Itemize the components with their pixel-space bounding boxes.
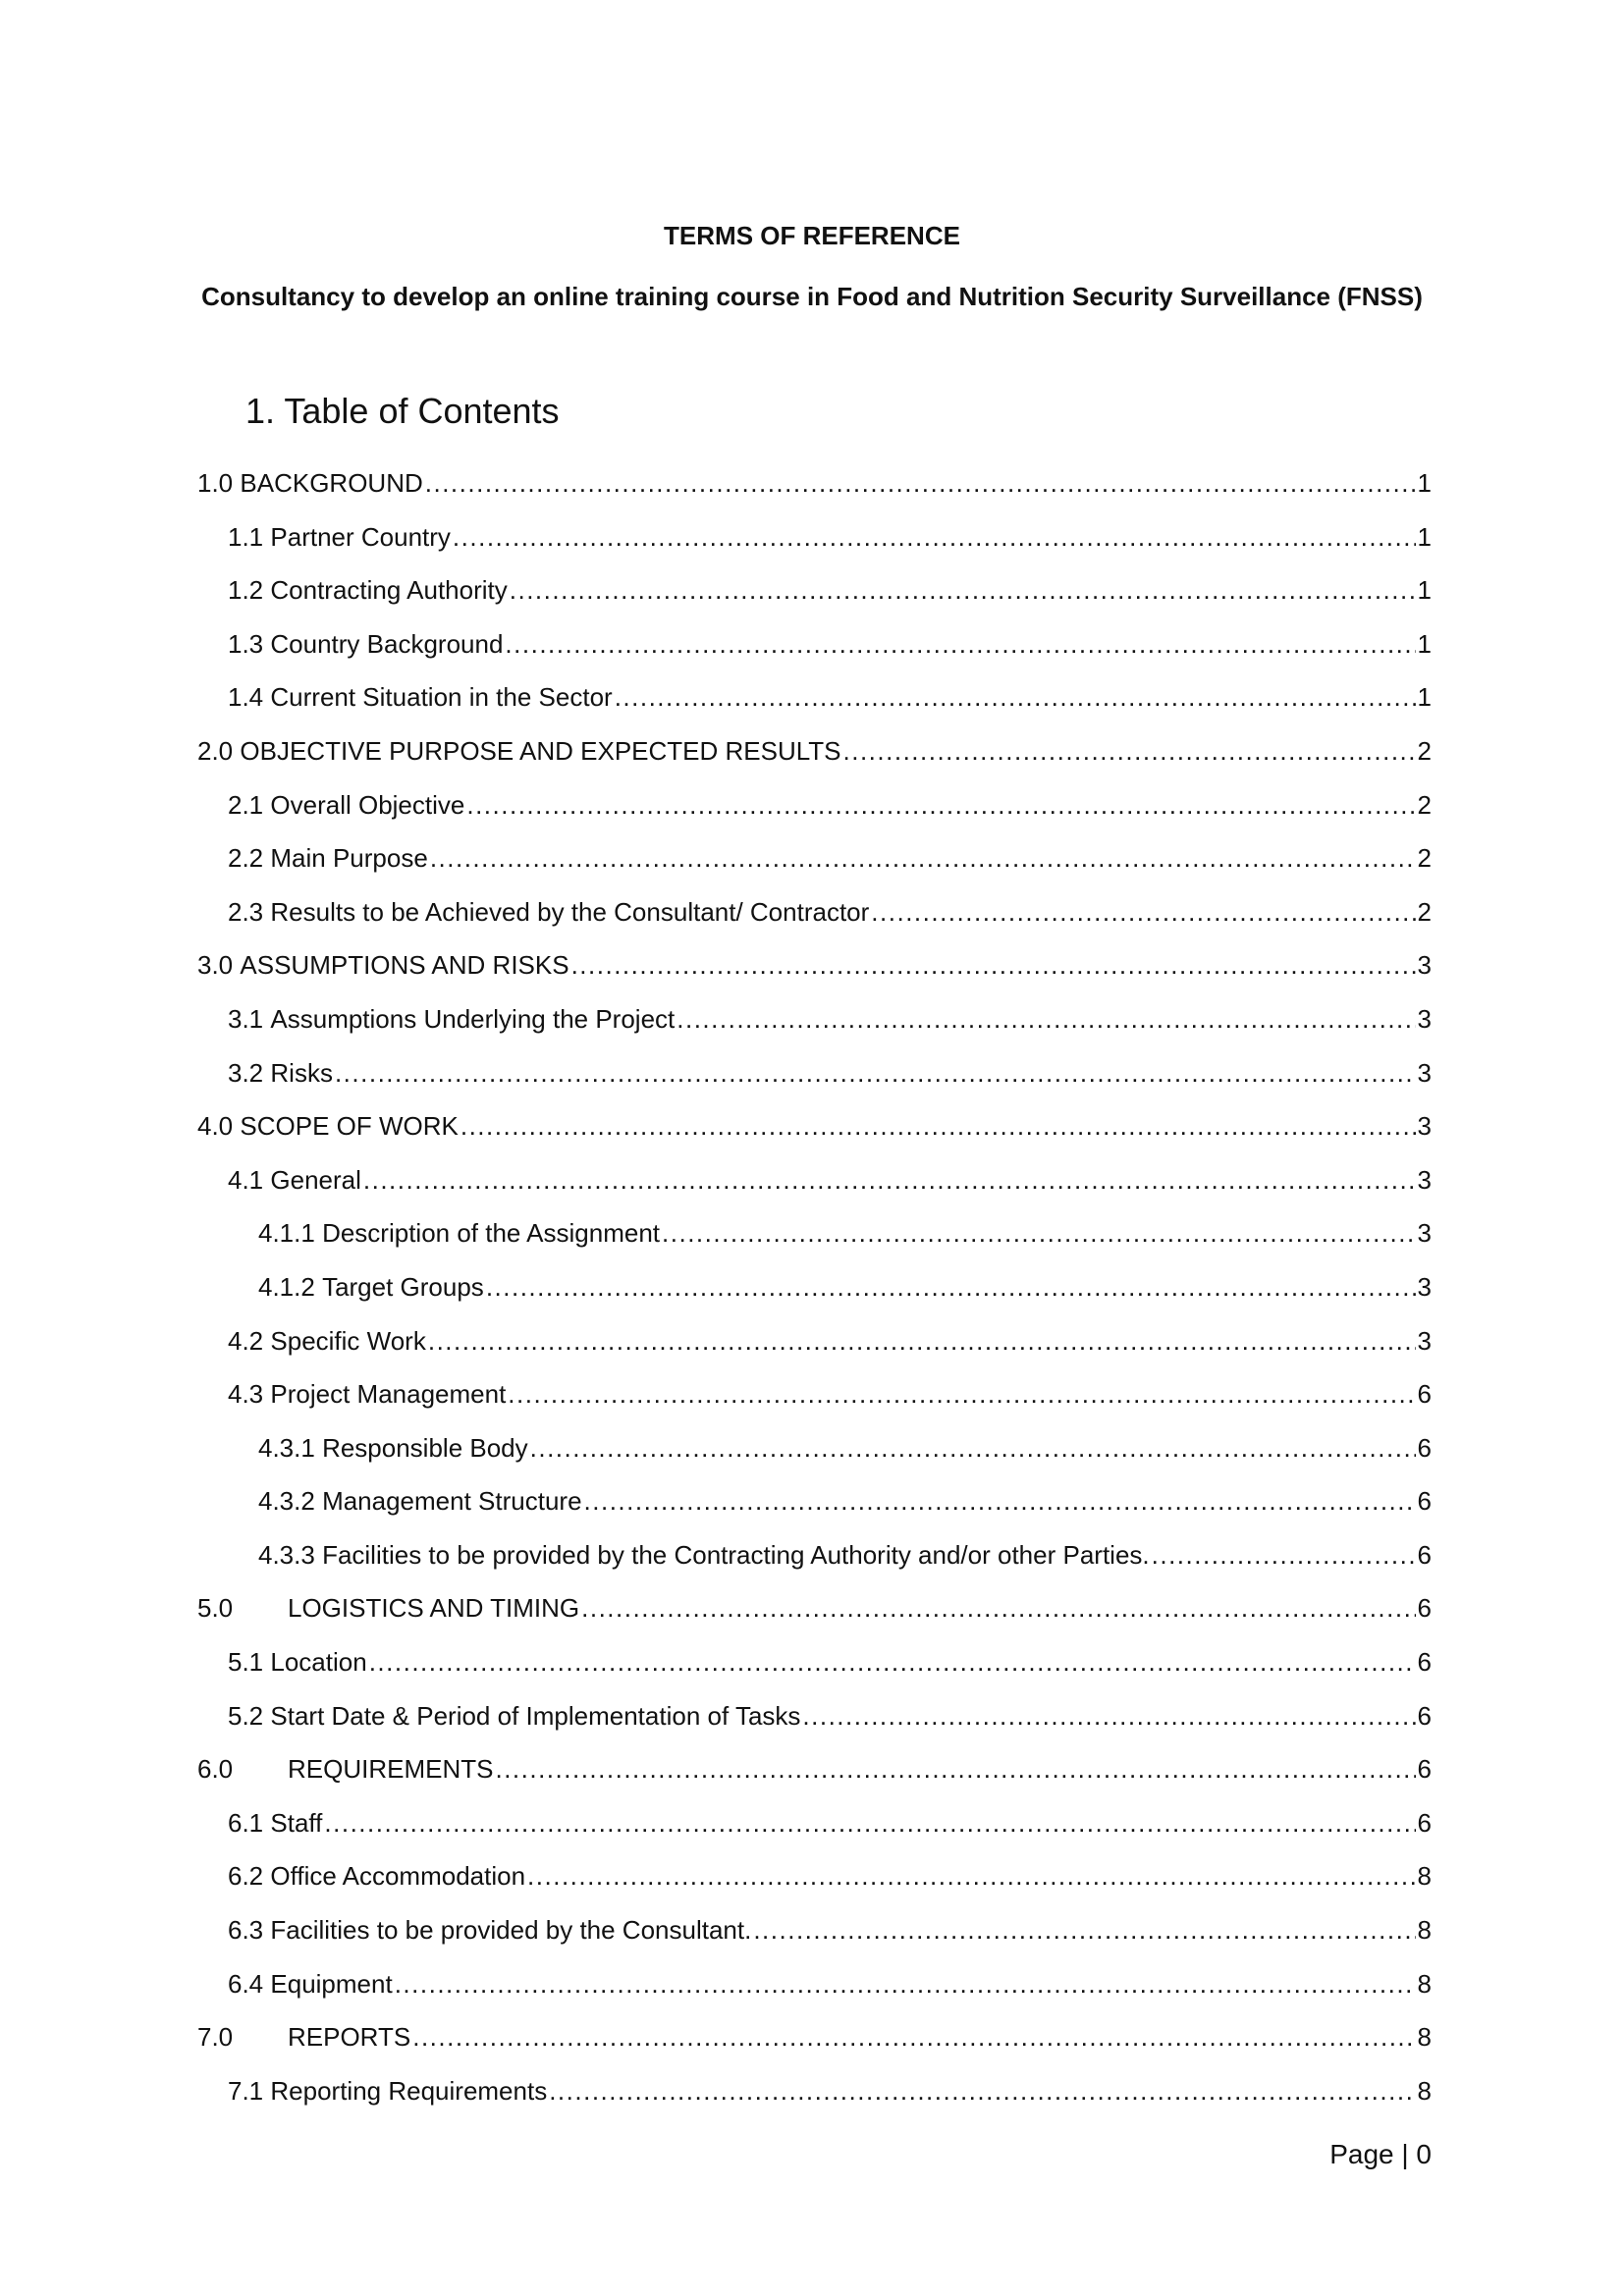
toc-entry-title: Project Management [270, 1379, 507, 1410]
toc-entry-title: Office Accommodation [270, 1861, 526, 1892]
toc-entry-line [228, 670, 1432, 724]
toc-entry-title: Results to be Achieved by the Consultant/ Contractor [270, 896, 870, 927]
toc-dot-leader [1152, 1528, 1416, 1582]
toc-entry-line [228, 2064, 1432, 2118]
toc-entry-line [228, 778, 1432, 832]
toc-entry-title: ASSUMPTIONS AND RISKS [240, 950, 569, 981]
toc-entry-page-number: 8 [1417, 2075, 1432, 2106]
toc-entry-number: 3.1 [228, 1003, 264, 1034]
toc-dot-leader [508, 1367, 1415, 1421]
toc-entry-page-number: 6 [1417, 1700, 1432, 1731]
toc-entry-page-number: 3 [1417, 1057, 1432, 1088]
toc-entry[interactable] [0, 1153, 1624, 1207]
toc-dot-leader [363, 1153, 1416, 1207]
toc-entry-line [228, 617, 1432, 671]
toc-entry-number: 2.3 [228, 896, 264, 927]
toc-entry-line [258, 1421, 1432, 1475]
toc-entry[interactable] [0, 1903, 1624, 1957]
toc-dot-leader [460, 1099, 1416, 1153]
toc-entry[interactable] [0, 778, 1624, 832]
toc-entry-number: 2.1 [228, 789, 264, 820]
toc-entry-number: 5.0 [197, 1593, 234, 1624]
toc-entry-page-number: 2 [1417, 735, 1432, 766]
toc-entry[interactable] [0, 1581, 1624, 1635]
toc-entry-title: Equipment [270, 1968, 393, 1999]
toc-entry-line [228, 1635, 1432, 1689]
toc-dot-leader [843, 724, 1416, 778]
toc-entry-line [228, 1796, 1432, 1850]
toc-heading: 1. Table of Contents [245, 391, 560, 431]
toc-entry-line [197, 1099, 1432, 1153]
toc-entry-line [258, 1528, 1432, 1582]
toc-entry-title: Start Date & Period of Implementation of Tasks [270, 1700, 801, 1731]
toc-entry-title: Management Structure [322, 1486, 582, 1517]
toc-entry-title: Reporting Requirements [270, 2075, 548, 2106]
toc-dot-leader [495, 1742, 1415, 1796]
document-title: TERMS OF REFERENCE [664, 221, 960, 250]
toc-dot-leader [395, 1957, 1416, 2011]
toc-entry-page-number: 3 [1417, 1111, 1432, 1142]
toc-entry-page-number: 6 [1417, 1379, 1432, 1410]
toc-entry[interactable] [0, 724, 1624, 778]
toc-dot-leader [428, 1314, 1416, 1368]
toc-entry-number: 4.1 [228, 1164, 264, 1195]
toc-entry-page-number: 6 [1417, 1647, 1432, 1678]
toc-entry-number: 4.1.1 [258, 1218, 315, 1249]
toc-entry-page-number: 1 [1417, 521, 1432, 552]
toc-entry-number: 2.0 [197, 735, 234, 766]
toc-entry-title: Main Purpose [270, 843, 428, 874]
toc-entry-line [228, 885, 1432, 939]
toc-entry-title: General [270, 1164, 361, 1195]
toc-entry-title: Staff [270, 1807, 323, 1838]
toc-entry-page-number: 3 [1417, 1164, 1432, 1195]
toc-dot-leader [530, 1421, 1416, 1475]
toc-entry-number: 6.4 [228, 1968, 264, 1999]
toc-entry-line [197, 456, 1432, 510]
toc-entry-number: 1.2 [228, 575, 264, 606]
toc-entry-number: 3.0 [197, 950, 234, 981]
toc-entry-page-number: 8 [1417, 1968, 1432, 1999]
toc-entry-number: 3.2 [228, 1057, 264, 1088]
toc-entry-number: 4.3 [228, 1379, 264, 1410]
toc-entry-page-number: 3 [1417, 1003, 1432, 1034]
toc-dot-leader [581, 1581, 1415, 1635]
toc-entry-title: BACKGROUND [240, 468, 423, 498]
page-number-footer: Page | 0 [1329, 2139, 1432, 2169]
toc-entry-number: 6.3 [228, 1915, 264, 1946]
toc-entry-title: REPORTS [288, 2022, 411, 2053]
toc-entry[interactable] [0, 1957, 1624, 2011]
toc-entry-title: Specific Work [270, 1325, 426, 1356]
toc-entry-page-number: 6 [1417, 1593, 1432, 1624]
toc-dot-leader [584, 1474, 1416, 1528]
toc-entry[interactable] [0, 1474, 1624, 1528]
toc-entry-number: 4.3.2 [258, 1486, 315, 1517]
toc-entry-title: Responsible Body [322, 1432, 528, 1463]
toc-entry-page-number: 3 [1417, 950, 1432, 981]
toc-dot-leader [466, 778, 1415, 832]
toc-entry-page-number: 6 [1417, 1486, 1432, 1517]
toc-dot-leader [335, 1046, 1416, 1100]
toc-entry-number: 1.1 [228, 521, 264, 552]
toc-entry-title: Facilities to be provided by the Contracting Authority and/or other Parties. [322, 1539, 1150, 1570]
toc-dot-leader [549, 2064, 1415, 2118]
toc-entry[interactable] [0, 1206, 1624, 1260]
toc-entry-line [197, 1581, 1432, 1635]
toc-entry-title: Location [270, 1647, 367, 1678]
toc-entry-title: Risks [270, 1057, 333, 1088]
toc-entry-number: 4.0 [197, 1111, 234, 1142]
toc-entry-line [228, 1153, 1432, 1207]
toc-dot-leader [662, 1206, 1416, 1260]
toc-dot-leader [486, 1260, 1416, 1314]
toc-entry[interactable] [0, 831, 1624, 885]
document-subtitle: Consultancy to develop an online training course in Food and Nutrition Security Surveillance (FNSS) [201, 282, 1423, 311]
toc-entry-number: 4.3.1 [258, 1432, 315, 1463]
toc-entry-page-number: 3 [1417, 1218, 1432, 1249]
toc-entry[interactable] [0, 885, 1624, 939]
toc-entry-number: 4.3.3 [258, 1539, 315, 1570]
toc-dot-leader [425, 456, 1416, 510]
toc-dot-leader [453, 510, 1416, 564]
toc-entry-page-number: 2 [1417, 843, 1432, 874]
toc-entry-number: 1.3 [228, 628, 264, 659]
toc-entry[interactable] [0, 1046, 1624, 1100]
toc-entry-line [228, 510, 1432, 564]
toc-entry-page-number: 6 [1417, 1807, 1432, 1838]
toc-dot-leader [430, 831, 1416, 885]
toc-entry-line [228, 831, 1432, 885]
toc-entry-number: 7.1 [228, 2075, 264, 2106]
toc-dot-leader [871, 885, 1415, 939]
toc-entry-number: 6.1 [228, 1807, 264, 1838]
toc-entry-title: SCOPE OF WORK [240, 1111, 459, 1142]
toc-entry-number: 4.1.2 [258, 1271, 315, 1302]
toc-entry-title: Partner Country [270, 521, 451, 552]
toc-entry[interactable] [0, 2010, 1624, 2064]
toc-entry-number: 1.4 [228, 682, 264, 713]
toc-entry-number: 5.1 [228, 1647, 264, 1678]
toc-entry-line [228, 1957, 1432, 2011]
toc-entry-line [258, 1260, 1432, 1314]
toc-dot-leader [369, 1635, 1416, 1689]
toc-dot-leader [505, 617, 1415, 671]
toc-dot-leader [677, 992, 1415, 1046]
toc-entry[interactable] [0, 1099, 1624, 1153]
toc-entry[interactable] [0, 1635, 1624, 1689]
toc-entry[interactable] [0, 1742, 1624, 1796]
toc-entry[interactable] [0, 938, 1624, 992]
toc-entry-line [228, 563, 1432, 617]
toc-dot-leader [802, 1689, 1415, 1743]
toc-entry-title: Assumptions Underlying the Project [270, 1003, 676, 1034]
toc-entry-title: REQUIREMENTS [288, 1754, 494, 1785]
toc-entry-page-number: 6 [1417, 1432, 1432, 1463]
table-of-contents [0, 456, 1624, 2117]
toc-entry[interactable] [0, 1421, 1624, 1475]
toc-entry[interactable] [0, 1849, 1624, 1903]
toc-entry-page-number: 8 [1417, 2022, 1432, 2053]
toc-entry-number: 1.0 [197, 468, 234, 498]
toc-entry-title: Target Groups [322, 1271, 484, 1302]
toc-entry[interactable] [0, 1796, 1624, 1850]
toc-entry-line [228, 1314, 1432, 1368]
toc-entry[interactable] [0, 1528, 1624, 1582]
toc-entry-number: 2.2 [228, 843, 264, 874]
toc-entry-page-number: 6 [1417, 1539, 1432, 1570]
toc-entry-page-number: 1 [1417, 468, 1432, 498]
toc-entry-page-number: 2 [1417, 896, 1432, 927]
toc-entry-title: LOGISTICS AND TIMING [288, 1593, 580, 1624]
toc-entry-line [228, 1046, 1432, 1100]
toc-dot-leader [412, 2010, 1415, 2064]
toc-entry-line [197, 1742, 1432, 1796]
toc-entry[interactable] [0, 617, 1624, 671]
toc-entry-number: 6.0 [197, 1754, 234, 1785]
toc-dot-leader [615, 670, 1416, 724]
toc-entry-line [228, 1689, 1432, 1743]
toc-entry-line [197, 724, 1432, 778]
toc-entry-title: Description of the Assignment [322, 1218, 661, 1249]
toc-entry-page-number: 1 [1417, 575, 1432, 606]
toc-entry-page-number: 3 [1417, 1271, 1432, 1302]
toc-entry-page-number: 8 [1417, 1861, 1432, 1892]
toc-entry-line [258, 1206, 1432, 1260]
toc-entry-title: Facilities to be provided by the Consultant. [270, 1915, 752, 1946]
toc-dot-leader [324, 1796, 1415, 1850]
toc-entry-title: Current Situation in the Sector [270, 682, 613, 713]
toc-dot-leader [753, 1903, 1415, 1957]
toc-entry-number: 7.0 [197, 2022, 234, 2053]
toc-entry-number: 4.2 [228, 1325, 264, 1356]
toc-entry[interactable] [0, 563, 1624, 617]
toc-entry-number: 5.2 [228, 1700, 264, 1731]
toc-entry-page-number: 1 [1417, 682, 1432, 713]
toc-entry-line [228, 1849, 1432, 1903]
toc-entry-title: Country Background [270, 628, 504, 659]
toc-dot-leader [571, 938, 1416, 992]
toc-entry-line [228, 1367, 1432, 1421]
toc-entry[interactable] [0, 2064, 1624, 2118]
toc-entry[interactable] [0, 670, 1624, 724]
toc-entry-page-number: 1 [1417, 628, 1432, 659]
toc-entry[interactable] [0, 1260, 1624, 1314]
toc-entry-line [228, 992, 1432, 1046]
toc-entry-line [258, 1474, 1432, 1528]
toc-entry[interactable] [0, 1314, 1624, 1368]
toc-entry-page-number: 2 [1417, 789, 1432, 820]
toc-entry-line [197, 938, 1432, 992]
toc-entry-page-number: 3 [1417, 1325, 1432, 1356]
toc-entry-page-number: 6 [1417, 1754, 1432, 1785]
toc-dot-leader [510, 563, 1416, 617]
toc-entry-line [197, 2010, 1432, 2064]
toc-dot-leader [527, 1849, 1415, 1903]
toc-entry[interactable] [0, 510, 1624, 564]
toc-entry-line [228, 1903, 1432, 1957]
toc-entry-number: 6.2 [228, 1861, 264, 1892]
toc-entry-title: OBJECTIVE PURPOSE AND EXPECTED RESULTS [240, 735, 841, 766]
toc-entry-page-number: 8 [1417, 1915, 1432, 1946]
toc-entry-title: Contracting Authority [270, 575, 508, 606]
toc-entry[interactable] [0, 1367, 1624, 1421]
toc-entry-title: Overall Objective [270, 789, 465, 820]
toc-entry[interactable] [0, 992, 1624, 1046]
toc-entry[interactable] [0, 456, 1624, 510]
toc-entry[interactable] [0, 1689, 1624, 1743]
